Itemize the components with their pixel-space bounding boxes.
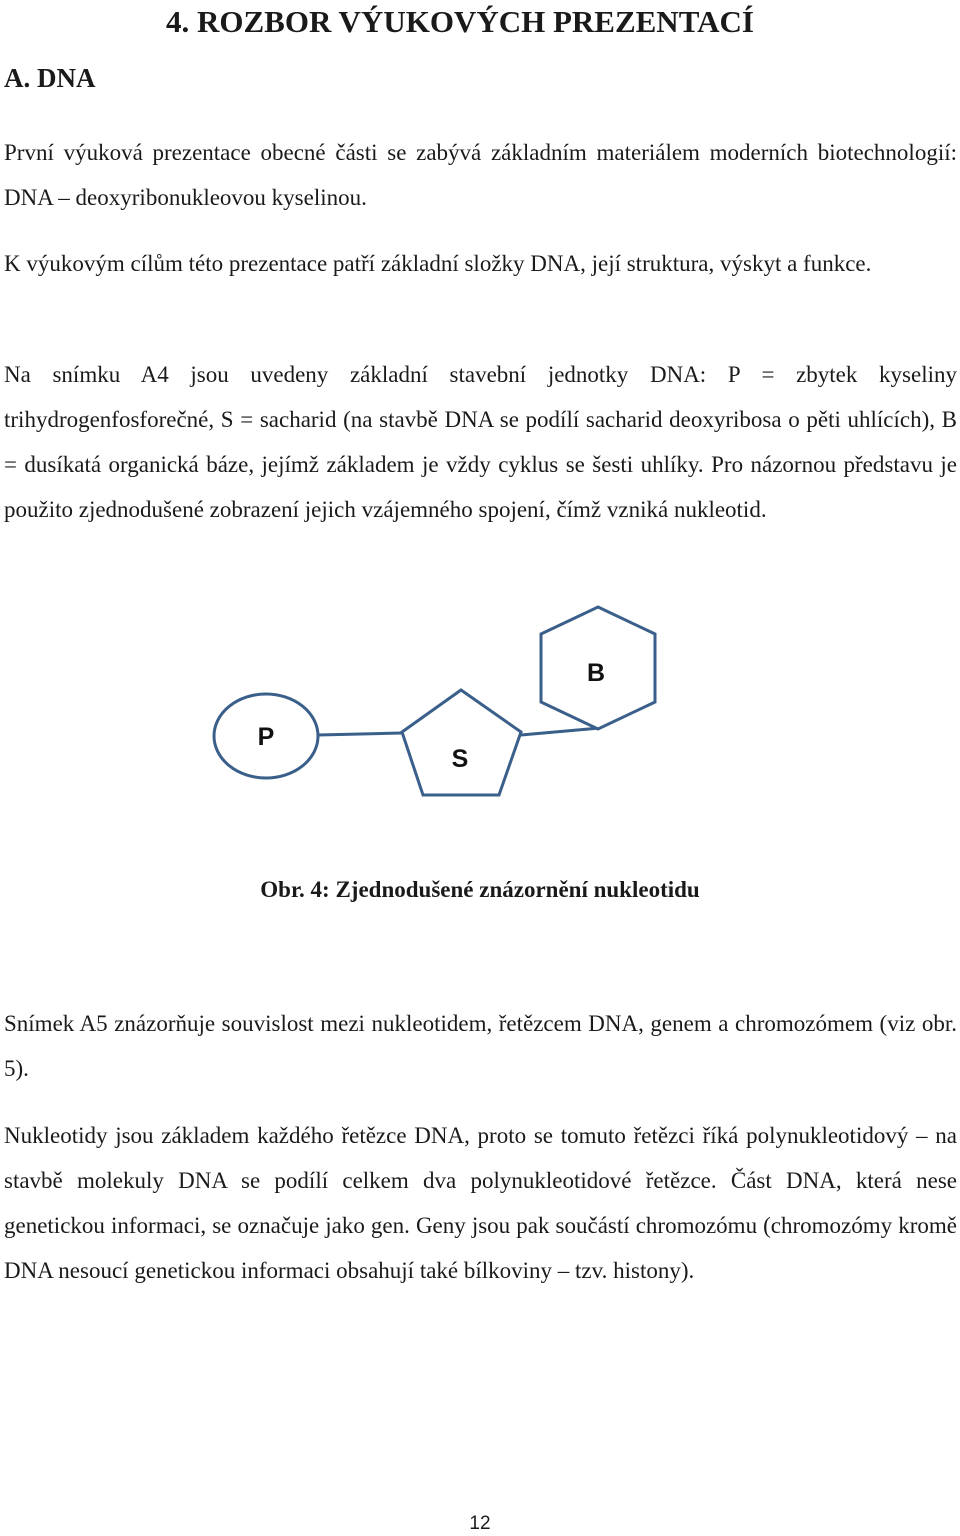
chapter-title: 4. ROZBOR VÝUKOVÝCH PREZENTACÍ: [166, 4, 754, 39]
figure-caption: Obr. 4: Zjednodušené znázornění nukleotidu: [260, 877, 700, 902]
paragraph-nucleotides: Nukleotidy jsou základem každého řetězce DNA, proto se tomuto řetězci říká polynukleotidový – na stavbě molekuly DNA se podílí celkem dva polynukleotidové řetězce. Část DNA, která nese genetickou informaci, se označuje jako gen. Geny jsou pak součástí chromozómu (chromozómy kromě DNA nesoucí genetickou informaci obsahují také bílkoviny – tzv. histony).: [4, 1123, 957, 1283]
connector-s-b: [521, 728, 600, 735]
paragraph-slide-a4: Na snímku A4 jsou uvedeny základní stavební jednotky DNA: P = zbytek kyseliny trihydrogenfosforečné, S = sacharid (na stavbě DNA se podílí sacharid deoxyribosa o pěti uhlících), B = dusíkatá organická báze, jejímž základem je vždy cyklus se šesti uhlíky. Pro názornou představu je použito zjednodušené zobrazení jejich vzájemného spojení, čímž vzniká nukleotid.: [4, 362, 957, 522]
connector-p-s: [318, 733, 402, 735]
nucleotide-diagram: [0, 590, 960, 820]
page-number: 12: [469, 1513, 491, 1534]
paragraph-intro: První výuková prezentace obecné části se zabývá základním materiálem moderních biotechnologií: DNA – deoxyribonukleovou kyselinou.: [4, 140, 957, 210]
section-title: A. DNA: [4, 63, 96, 93]
label-phosphate: P: [257, 723, 275, 751]
sugar-pentagon: [402, 690, 521, 795]
paragraph-goals: K výukovým cílům této prezentace patří základní složky DNA, její struktura, výskyt a funkce.: [4, 251, 872, 276]
label-sugar: S: [451, 745, 469, 773]
label-base: B: [586, 659, 606, 687]
paragraph-slide-a5: Snímek A5 znázorňuje souvislost mezi nukleotidem, řetězcem DNA, genem a chromozómem (viz obr. 5).: [4, 1011, 957, 1081]
